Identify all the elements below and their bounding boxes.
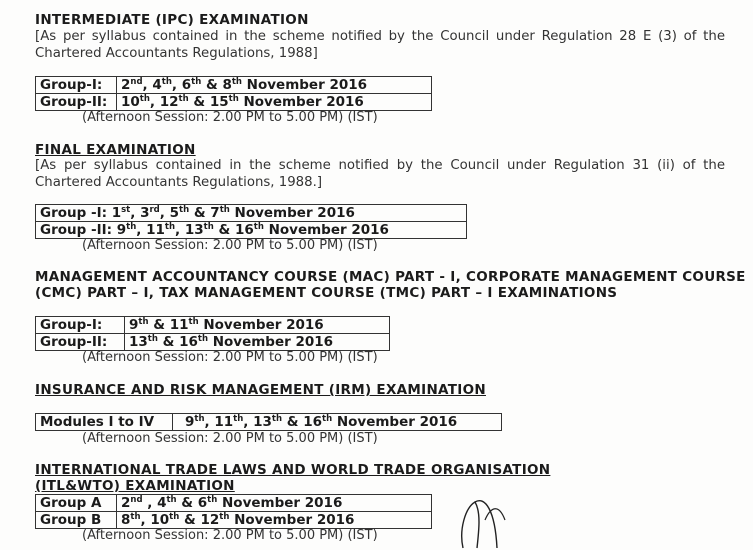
ipc-syllabus-note <box>35 28 725 62</box>
irm-session: (Afternoon Session: 2.00 PM to 5.00 PM) (IST) <box>82 431 378 446</box>
table-row <box>36 414 502 431</box>
irm-title: INSURANCE AND RISK MANAGEMENT (IRM) EXAMINATION <box>35 382 486 398</box>
final-session: (Afternoon Session: 2.00 PM to 5.00 PM) (IST) <box>82 238 378 253</box>
table-row <box>36 334 390 351</box>
mac-title-line2: (CMC) PART – I, TAX MANAGEMENT COURSE (TMC) PART – I EXAMINATIONS <box>35 285 618 301</box>
ipc-title: INTERMEDIATE (IPC) EXAMINATION <box>35 12 309 28</box>
group-label: Group -II: <box>40 221 113 238</box>
exam-row <box>36 205 467 222</box>
irm-schedule-table <box>35 413 502 431</box>
table-row <box>36 512 432 529</box>
group-label: Group-I: <box>36 77 117 94</box>
mac-title-line1: MANAGEMENT ACCOUNTANCY COURSE (MAC) PART - I, CORPORATE MANAGEMENT COURSE <box>35 269 746 285</box>
module-label: Modules I to IV <box>36 414 173 431</box>
ipc-note-line2: Chartered Accountants Regulations, 1988] <box>35 46 318 61</box>
table-row <box>36 495 432 512</box>
exam-dates: 9th & 11th November 2016 <box>125 317 390 334</box>
itl-title-line1: INTERNATIONAL TRADE LAWS AND WORLD TRADE ORGANISATION <box>35 462 551 478</box>
group-label: Group-II: <box>36 94 117 111</box>
group-label: Group-I: <box>36 317 125 334</box>
mac-session: (Afternoon Session: 2.00 PM to 5.00 PM) (IST) <box>82 350 378 365</box>
table-row <box>36 222 467 239</box>
group-label: Group A <box>36 495 117 512</box>
final-note-line2: Chartered Accountants Regulations, 1988.] <box>35 175 323 190</box>
group-label: Group -I: <box>40 204 108 221</box>
itl-title-line2: (ITL&WTO) EXAMINATION <box>35 478 235 494</box>
exam-dates: 1st, 3rd, 5th & 7th November 2016 <box>111 204 355 221</box>
exam-dates: 9th, 11th, 13th & 16th November 2016 <box>116 221 389 238</box>
group-label: Group B <box>36 512 117 529</box>
table-row <box>36 77 432 94</box>
itl-session: (Afternoon Session: 2.00 PM to 5.00 PM) (IST) <box>82 528 378 543</box>
group-label: Group-II: <box>36 334 125 351</box>
final-schedule-table <box>35 204 467 239</box>
signature-mark <box>455 490 525 550</box>
exam-dates: 8th, 10th & 12th November 2016 <box>117 512 432 529</box>
exam-dates: 9th, 11th, 13th & 16th November 2016 <box>173 414 502 431</box>
ipc-note-line1: [As per syllabus contained in the scheme notified by the Council under Regulation 28 E (3) of the <box>35 29 725 44</box>
exam-dates: 2nd, 4th, 6th & 8th November 2016 <box>117 77 432 94</box>
exam-dates: 2nd , 4th & 6th November 2016 <box>117 495 432 512</box>
table-row <box>36 205 467 222</box>
final-title: FINAL EXAMINATION <box>35 142 196 158</box>
ipc-session: (Afternoon Session: 2.00 PM to 5.00 PM) (IST) <box>82 110 378 125</box>
final-syllabus-note <box>35 157 725 191</box>
table-row <box>36 94 432 111</box>
exam-dates: 13th & 16th November 2016 <box>125 334 390 351</box>
final-note-line1: [As per syllabus contained in the scheme notified by the Council under Regulation 31 (ii) of the <box>35 158 725 173</box>
table-row <box>36 317 390 334</box>
itl-schedule-table <box>35 494 432 529</box>
ipc-schedule-table <box>35 76 432 111</box>
mac-schedule-table <box>35 316 390 351</box>
exam-dates: 10th, 12th & 15th November 2016 <box>117 94 432 111</box>
exam-row <box>36 222 467 239</box>
